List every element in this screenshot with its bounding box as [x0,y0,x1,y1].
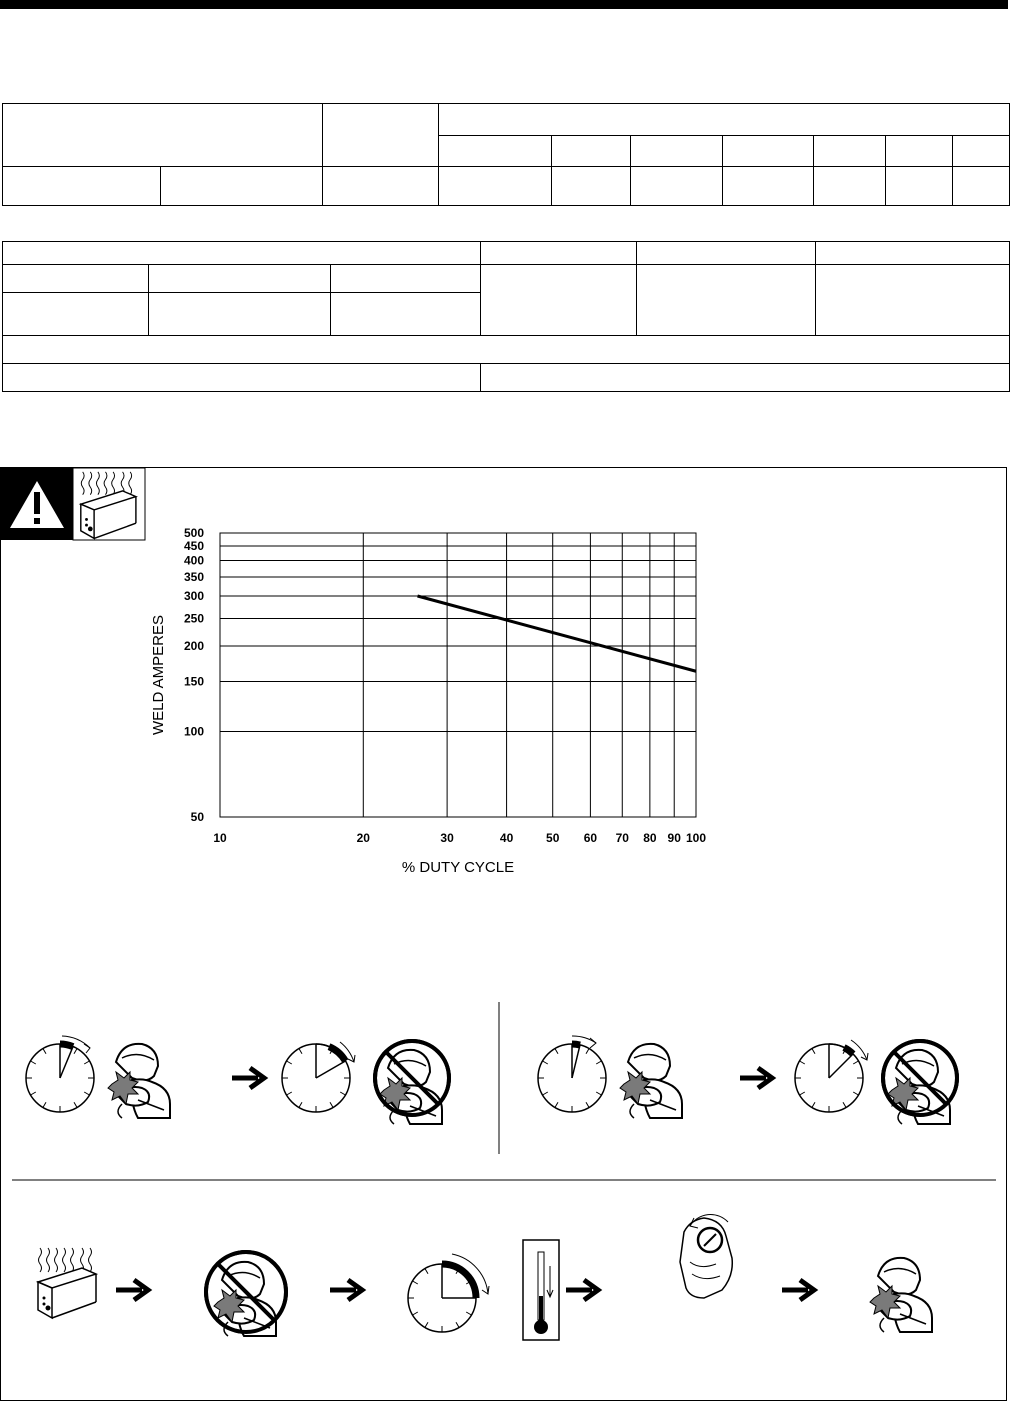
no-welding-icon [883,1041,957,1124]
timer-icon [282,1042,355,1112]
right-arrow-icon [566,1280,598,1300]
y-tick-label: 400 [183,553,204,568]
welder-icon [620,1044,682,1118]
x-tick-label: 90 [667,831,681,845]
y-tick-label: 450 [183,538,204,553]
x-tick-label: 60 [583,831,598,845]
y-axis-label: WELD AMPERES [150,614,167,736]
timer-icon [408,1254,489,1332]
x-tick-label: 100 [685,831,707,845]
plot-frame [220,533,696,817]
x-tick-label: 70 [615,831,629,845]
right-arrow-icon [116,1280,148,1300]
y-tick-label: 250 [183,611,204,626]
right-arrow-icon [232,1068,264,1088]
y-tick-label: 500 [183,526,204,540]
overheat-sequence [38,1214,932,1340]
x-tick-label: 40 [499,831,514,845]
warning-triangle-icon [1,468,73,540]
duty-cycle-example-right [538,1036,957,1124]
hot-machine-icon [73,468,145,540]
y-tick-label: 300 [183,589,204,604]
timer-icon [26,1036,94,1112]
y-tick-label: 150 [183,674,204,689]
thermometer-icon [523,1240,559,1340]
duty-cycle-example-left [26,1036,449,1124]
y-tick-label: 200 [183,639,204,654]
right-arrow-icon [740,1068,772,1088]
x-tick-label: 30 [440,831,454,845]
y-tick-label: 100 [183,724,204,739]
timer-icon [795,1040,868,1112]
x-tick-label: 20 [356,831,370,845]
x-tick-label: 50 [546,831,560,845]
right-arrow-icon [782,1280,814,1300]
timer-icon [538,1036,606,1112]
no-welding-icon [206,1252,286,1336]
x-tick-label: 80 [643,831,657,845]
hot-machine-icon [38,1248,96,1318]
welder-icon [108,1044,170,1118]
x-axis-label: % DUTY CYCLE [401,859,515,876]
duty-cycle-chart [150,526,706,876]
right-arrow-icon [330,1280,362,1300]
y-tick-label: 50 [190,810,204,824]
x-tick-label: 10 [213,831,227,845]
no-welding-icon [375,1041,449,1124]
y-tick-label: 350 [183,569,204,584]
adjust-knob-icon [680,1214,732,1298]
welder-icon [870,1258,932,1332]
duty-cycle-line [418,596,696,671]
